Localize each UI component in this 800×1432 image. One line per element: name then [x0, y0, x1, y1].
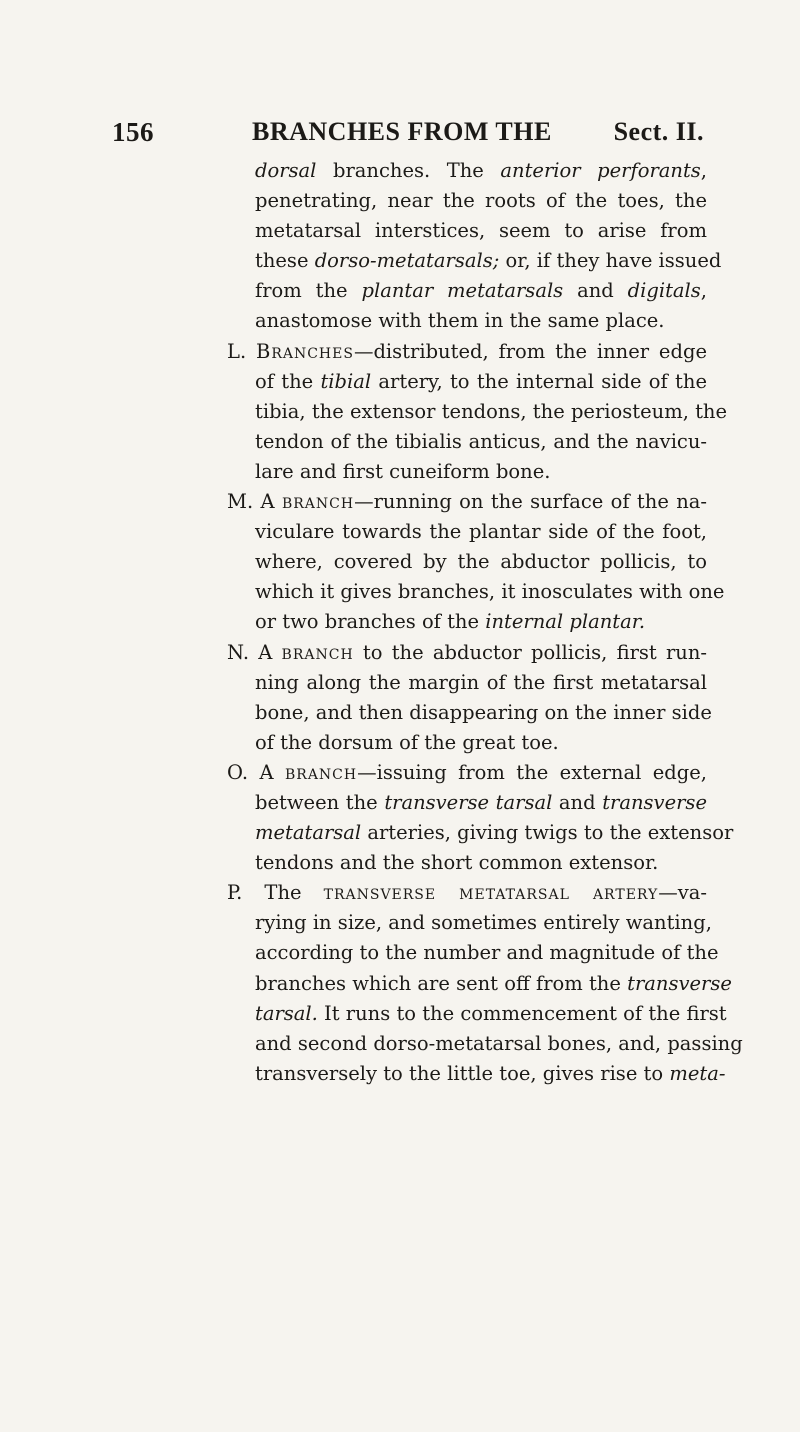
text-line: L. Branches—distributed, from the inner edge	[227, 339, 707, 363]
text-line: tarsal. It runs to the commencement of the first	[255, 1001, 727, 1025]
text-line: anastomose with them in the same place.	[255, 309, 665, 333]
text-line: or two branches of the internal plantar.	[255, 610, 646, 634]
text-line: these dorso-metatarsals; or, if they have issued	[255, 249, 722, 273]
text-line: from the plantar metatarsals and digitals,	[255, 279, 707, 303]
text-line: metatarsal interstices, seem to arise from	[255, 219, 707, 243]
text-line: which it gives branches, it inosculates with one	[255, 580, 725, 604]
text-line: M. A branch—running on the surface of the na-	[227, 490, 707, 514]
text-line: tibia, the extensor tendons, the periosteum, the	[255, 399, 728, 423]
text-line: ning along the margin of the first metatarsal	[255, 670, 707, 694]
text-line: between the transverse tarsal and transverse	[255, 790, 707, 814]
text-line: P. The transverse metatarsal artery—va-	[227, 881, 707, 905]
text-line: dorsal branches. The anterior perforants,	[255, 159, 707, 182]
section-label: Sect. II.	[613, 117, 704, 146]
text-line: tendons and the short common extensor.	[255, 851, 659, 875]
text-line: and second dorso-metatarsal bones, and, passing	[255, 1031, 743, 1055]
running-header	[112, 117, 704, 149]
text-line: O. A branch—issuing from the external edge,	[227, 760, 707, 784]
text-line: according to the number and magnitude of the	[255, 941, 719, 965]
text-line: transversely to the little toe, gives rise to meta-	[255, 1061, 726, 1085]
running-title: BRANCHES FROM THE	[252, 117, 552, 146]
text-line: of the tibial artery, to the internal side of the	[255, 369, 707, 393]
text-line: bone, and then disappearing on the inner side	[255, 700, 712, 724]
text-line: metatarsal arteries, giving twigs to the extensor	[255, 821, 734, 845]
text-line: of the dorsum of the great toe.	[255, 730, 559, 754]
text-line: penetrating, near the roots of the toes, the	[255, 189, 707, 213]
text-line: where, covered by the abductor pollicis, to	[255, 550, 707, 574]
text-line: branches which are sent off from the transverse	[255, 971, 732, 995]
page-number: 156	[112, 117, 154, 147]
text-line: N. A branch to the abductor pollicis, first run-	[227, 640, 707, 664]
body-text	[227, 156, 743, 1089]
text-line: lare and first cuneiform bone.	[255, 459, 551, 483]
text-line: viculare towards the plantar side of the foot,	[255, 520, 707, 544]
text-line: rying in size, and sometimes entirely wanting,	[255, 911, 712, 935]
text-line: tendon of the tibialis anticus, and the navicu-	[255, 429, 707, 453]
